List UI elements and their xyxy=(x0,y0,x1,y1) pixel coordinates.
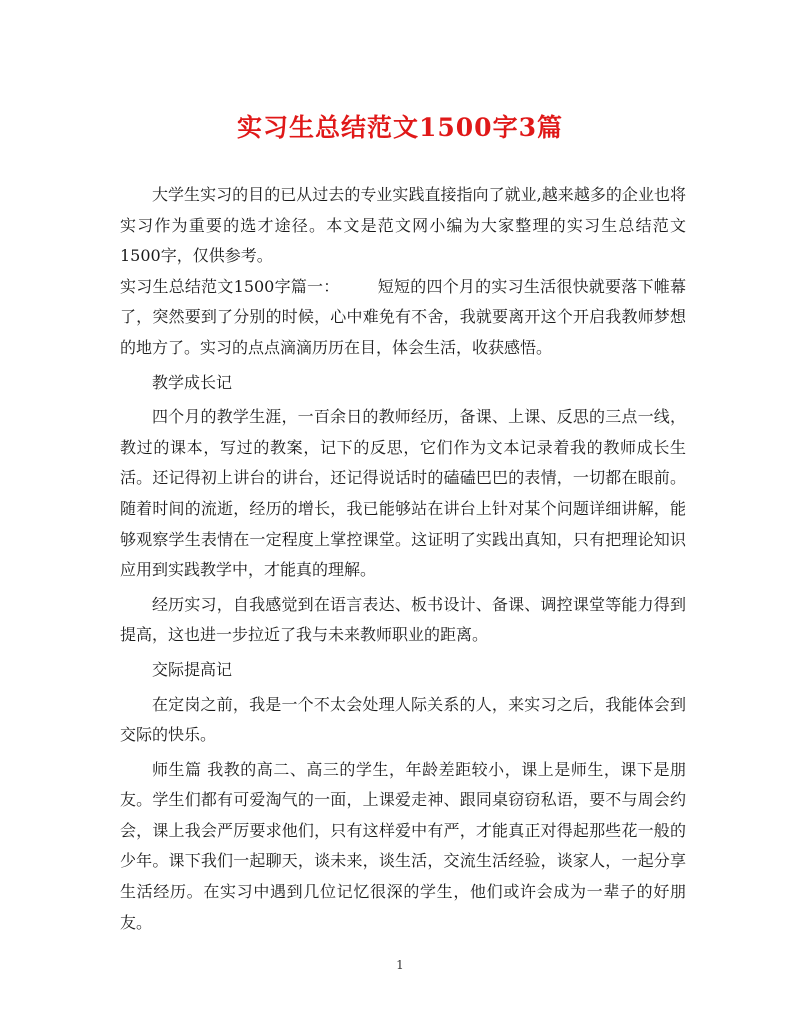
paragraph-teaching-2: 经历实习，自我感觉到在语言表达、板书设计、备课、调控课堂等能力得到提高，这也进一步拉近了我与未来教师职业的距离。 xyxy=(120,594,686,645)
section-heading-teaching: 教学成长记 xyxy=(152,372,233,392)
section-heading-social: 交际提高记 xyxy=(152,659,233,679)
document-body xyxy=(120,180,686,938)
document-title: 实习生总结范文1500字3篇 xyxy=(237,113,563,142)
section-label: 实习生总结范文1500字篇一： xyxy=(120,276,340,296)
section-text: 短短的四个月的实习生活很快就要落下帷幕了，突然要到了分别的时候，心中难免有不舍，我就要离开这个开启我教师梦想的地方了。实习的点点滴滴历历在目，体会生活，收获感悟。 xyxy=(120,276,686,357)
page-number: 1 xyxy=(396,958,404,972)
intro-paragraph: 大学生实习的目的已从过去的专业实践直接指向了就业,越来越多的企业也将实习作为重要的选才途径。本文是范文网小编为大家整理的实习生总结范文1500字，仅供参考。 xyxy=(120,185,686,266)
section-paragraph xyxy=(120,272,686,364)
paragraph-social-2: 师生篇 我教的高二、高三的学生，年龄差距较小，课上是师生，课下是朋友。学生们都有可爱淘气的一面，上课爱走神、跟同桌窃窃私语，要不与周会约会，课上我会严厉要求他们，只有这样爱中有严，才能真正对得起那些花一般的少年。课下我们一起聊天，谈未来，谈生活，交流生活经验，谈家人，一起分享生活经历。在实习中遇到几位记忆很深的学生，他们或许会成为一辈子的好朋友。 xyxy=(120,759,686,932)
paragraph-teaching-1: 四个月的教学生涯，一百余日的教师经历，备课、上课、反思的三点一线，教过的课本，写过的教案，记下的反思，它们作为文本记录着我的教师成长生活。还记得初上讲台的讲台，还记得说话时的磕磕巴巴的表情，一切都在眼前。随着时间的流逝，经历的增长，我已能够站在讲台上针对某个问题详细讲解，能够观察学生表情在一定程度上掌控课堂。这证明了实践出真知，只有把理论知识应用到实践教学中，才能真的理解。 xyxy=(120,407,686,580)
paragraph-social-1: 在定岗之前，我是一个不太会处理人际关系的人，来实习之后，我能体会到交际的快乐。 xyxy=(120,694,686,745)
